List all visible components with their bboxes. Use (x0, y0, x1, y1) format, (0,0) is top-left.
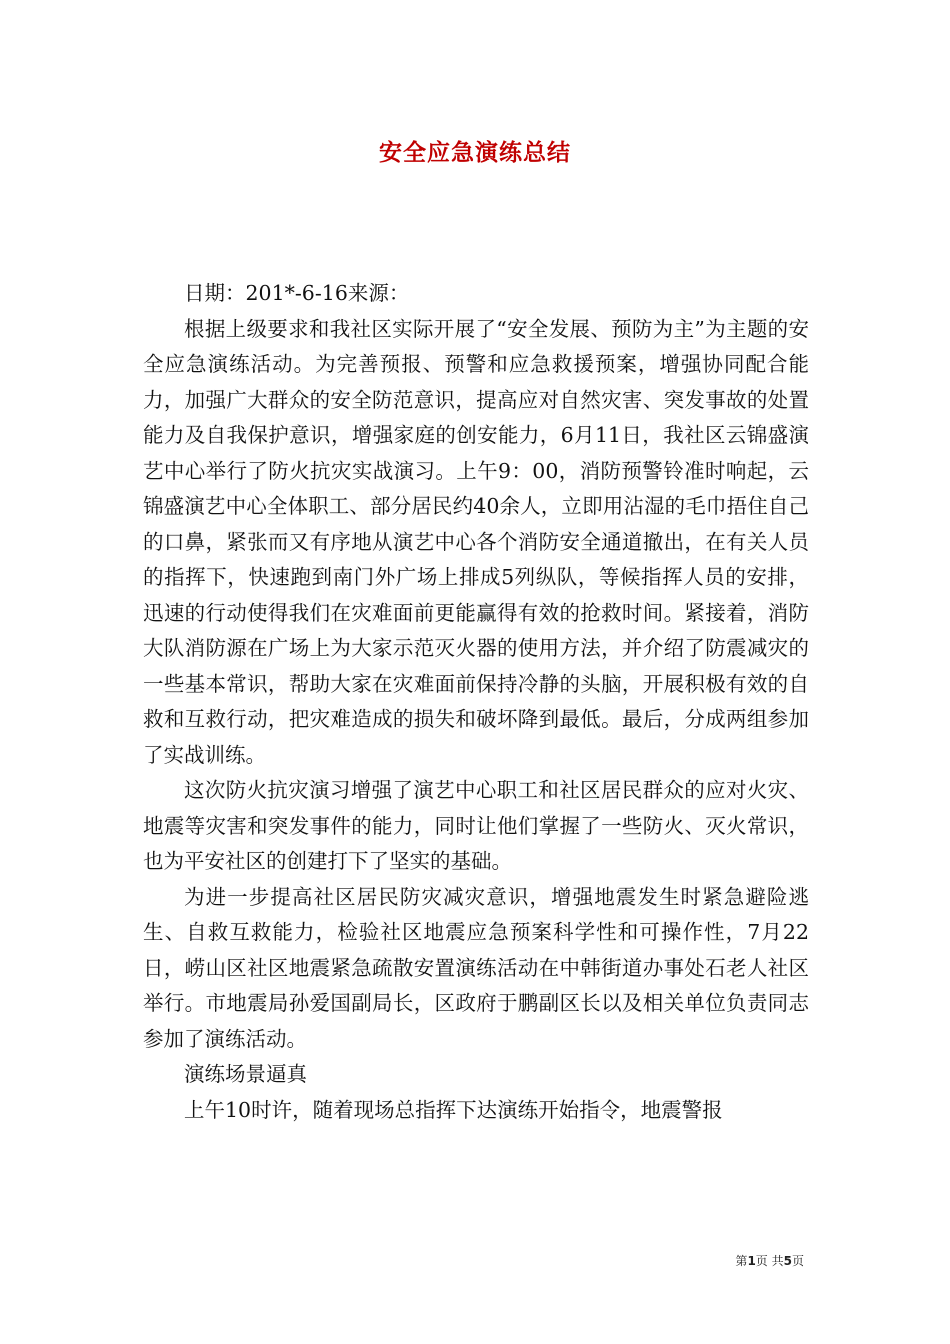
current-page-number: 1 (747, 1254, 756, 1268)
footer-suffix: 页 (791, 1254, 804, 1268)
footer-prefix: 第 (735, 1254, 748, 1268)
paragraph-drill-effect: 这次防火抗灾演习增强了演艺中心职工和社区居民群众的应对火灾、地震等灾害和突发事件的能力，同时让他们掌握了一些防火、灭火常识，也为平安社区的创建打下了坚实的基础。 (143, 778, 809, 873)
document-body (143, 276, 809, 1128)
total-page-number: 5 (783, 1254, 792, 1268)
paragraph-drill-scene: 上午10时许，随着现场总指挥下达演练开始指令，地震警报 (184, 1097, 723, 1122)
paragraph-drill-overview: 根据上级要求和我社区实际开展了“安全发展、预防为主”为主题的安全应急演练活动。为完善预报、预警和应急救援预案，增强协同配合能力，加强广大群众的安全防范意识，提高应对自然灾害、突发事故的处置能力及自我保护意识，增强家庭的创安能力，6月11日，我社区云锦盛演艺中心举行了防火抗灾实战演习。上午9：00，消防预警铃准时响起，云锦盛演艺中心全体职工、部分居民约40余人，立即用沾湿的毛巾捂住自己的口鼻，紧张而又有序地从演艺中心各个消防安全通道撤出，在有关人员的指挥下，快速跑到南门外广场上排成5列纵队，等候指挥人员的安排，迅速的行动使得我们在灾难面前更能赢得有效的抢救时间。紧接着，消防大队消防源在广场上为大家示范灭火器的使用方法，并介绍了防震减灾的一些基本常识，帮助大家在灾难面前保持冷静的头脑，开展积极有效的自救和互救行动，把灾难造成的损失和破坏降到最低。最后，分成两组参加了实战训练。 (143, 316, 809, 767)
section-heading: 演练场景逼真 (184, 1062, 307, 1086)
document-title: 安全应急演练总结 (379, 139, 571, 166)
footer-middle: 页 共 (755, 1254, 784, 1268)
page-number-footer (735, 1252, 804, 1269)
paragraph-earthquake-drill: 为进一步提高社区居民防灾减灾意识，增强地震发生时紧急避险逃生、自救互救能力，检验社区地震应急预案科学性和可操作性，7月22日，崂山区社区地震紧急疏散安置演练活动在中韩街道办事处石老人社区举行。市地震局孙爱国副局长，区政府于鹏副区长以及相关单位负责同志参加了演练活动。 (143, 884, 809, 1051)
date-source-line: 日期：201*-6-16来源： (184, 281, 410, 305)
